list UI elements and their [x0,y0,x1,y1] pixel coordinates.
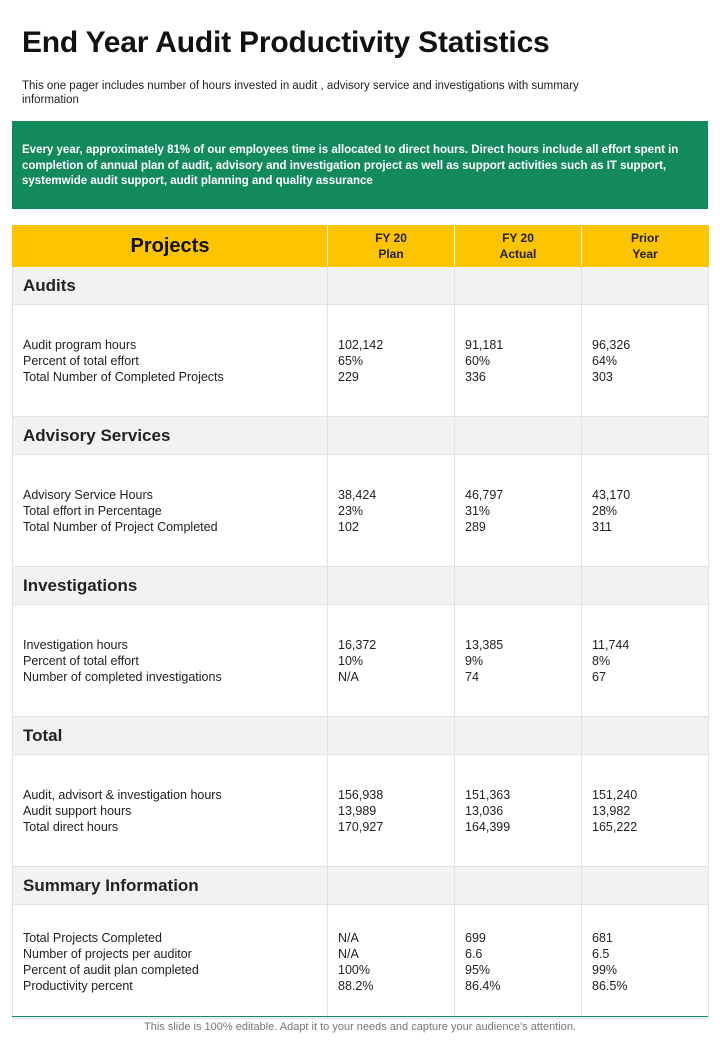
plan-value: 102 [338,519,359,534]
prior-value: 165,222 [592,819,638,834]
metric-labels [13,605,328,717]
prior-value: 311 [592,519,612,534]
page-subtitle: This one pager includes number of hours invested in audit , advisory service and investigations with summary information [22,80,579,106]
footer-divider [12,1016,708,1017]
plan-values [328,305,455,417]
plan-value: 10% [338,653,364,668]
prior-values [582,455,709,567]
header-line: Year [632,247,658,261]
prior-value: 28% [592,503,618,518]
plan-values [328,605,455,717]
section-row-investigations [13,567,709,605]
actual-value: 31% [465,503,491,518]
prior-value: 681 [592,930,613,945]
section-row-total [13,717,709,755]
plan-value: N/A [338,946,359,961]
section-title: Total [13,717,328,755]
statistics-table [12,225,709,1019]
metric-label: Percent of total effort [23,353,139,368]
section-title: Audits [13,267,328,305]
metric-labels [13,305,328,417]
header-prior-year [582,226,709,267]
actual-value: 151,363 [465,787,511,802]
actual-value: 13,036 [465,803,504,818]
actual-value: 13,385 [465,637,504,652]
plan-value: N/A [338,669,359,684]
actual-value: 91,181 [465,337,504,352]
data-row-audits [13,305,709,417]
prior-values [582,305,709,417]
data-row-summary [13,905,709,1019]
plan-value: 229 [338,369,359,384]
metric-labels [13,455,328,567]
prior-value: 43,170 [592,487,631,502]
metric-label: Audit, advisort & investigation hours [23,787,222,802]
actual-value: 46,797 [465,487,504,502]
plan-value: 156,938 [338,787,384,802]
actual-value: 95% [465,962,491,977]
section-row-advisory [13,417,709,455]
footer-note: This slide is 100% editable. Adapt it to your needs and capture your audience's attention. [144,1021,576,1033]
plan-value: 170,927 [338,819,384,834]
metric-label: Total Number of Project Completed [23,519,218,534]
metric-label: Total direct hours [23,819,119,834]
prior-value: 11,744 [592,637,630,652]
prior-value: 8% [592,653,611,668]
header-line: Plan [378,247,404,261]
prior-value: 13,982 [592,803,631,818]
metric-label: Total Number of Completed Projects [23,369,224,384]
plan-values [328,755,455,867]
metric-label: Number of projects per auditor [23,946,192,961]
header-fy20-actual [455,226,582,267]
actual-value: 86.4% [465,978,501,993]
prior-value: 303 [592,369,613,384]
section-row-summary [13,867,709,905]
actual-values [455,305,582,417]
metric-label: Total effort in Percentage [23,503,162,518]
metric-label: Audit program hours [23,337,137,352]
actual-values [455,905,582,1019]
plan-value: 65% [338,353,364,368]
metric-label: Percent of total effort [23,653,139,668]
table-header-row [13,226,709,267]
actual-values [455,605,582,717]
prior-values [582,905,709,1019]
section-title: Summary Information [13,867,328,905]
section-row-audits [13,267,709,305]
plan-value: 102,142 [338,337,384,352]
metric-label: Productivity percent [23,978,133,993]
header-fy20-plan [328,226,455,267]
prior-values [582,605,709,717]
plan-values [328,905,455,1019]
metric-labels [13,905,328,1019]
header-line: FY 20 [502,231,534,245]
plan-values [328,455,455,567]
actual-value: 60% [465,353,491,368]
prior-values [582,755,709,867]
actual-value: 164,399 [465,819,511,834]
metric-label: Investigation hours [23,637,128,652]
plan-value: N/A [338,930,359,945]
plan-value: 38,424 [338,487,377,502]
prior-value: 86.5% [592,978,628,993]
plan-value: 16,372 [338,637,377,652]
actual-value: 9% [465,653,484,668]
actual-values [455,755,582,867]
data-row-investigations [13,605,709,717]
prior-value: 151,240 [592,787,638,802]
actual-value: 699 [465,930,486,945]
data-row-total [13,755,709,867]
header-line: Prior [630,231,659,245]
data-row-advisory [13,455,709,567]
actual-values [455,455,582,567]
metric-label: Audit support hours [23,803,132,818]
plan-value: 100% [338,962,370,977]
plan-value: 13,989 [338,803,377,818]
section-title: Investigations [13,567,328,605]
actual-value: 74 [465,669,479,684]
header-line: Actual [499,247,537,261]
summary-banner: Every year, approximately 81% of our employees time is allocated to direct hours. Direct hours include all effort spent in completion of annual plan of audit, advisory and investigation project as well as support activities such as IT support, systemwide audit support, audit planning and quality assurance [12,121,708,209]
metric-labels [13,755,328,867]
metric-label: Advisory Service Hours [23,487,153,502]
page-title: End Year Audit Productivity Statistics [22,26,550,59]
prior-value: 96,326 [592,337,631,352]
prior-value: 64% [592,353,618,368]
actual-value: 6.6 [465,946,483,961]
plan-value: 23% [338,503,364,518]
metric-label: Total Projects Completed [23,930,162,945]
header-projects: Projects [13,226,328,267]
plan-value: 88.2% [338,978,374,993]
actual-value: 289 [465,519,486,534]
prior-value: 67 [592,669,606,684]
metric-label: Number of completed investigations [23,669,222,684]
metric-label: Percent of audit plan completed [23,962,199,977]
header-line: FY 20 [375,231,407,245]
prior-value: 6.5 [592,946,610,961]
section-title: Advisory Services [13,417,328,455]
actual-value: 336 [465,369,486,384]
prior-value: 99% [592,962,618,977]
